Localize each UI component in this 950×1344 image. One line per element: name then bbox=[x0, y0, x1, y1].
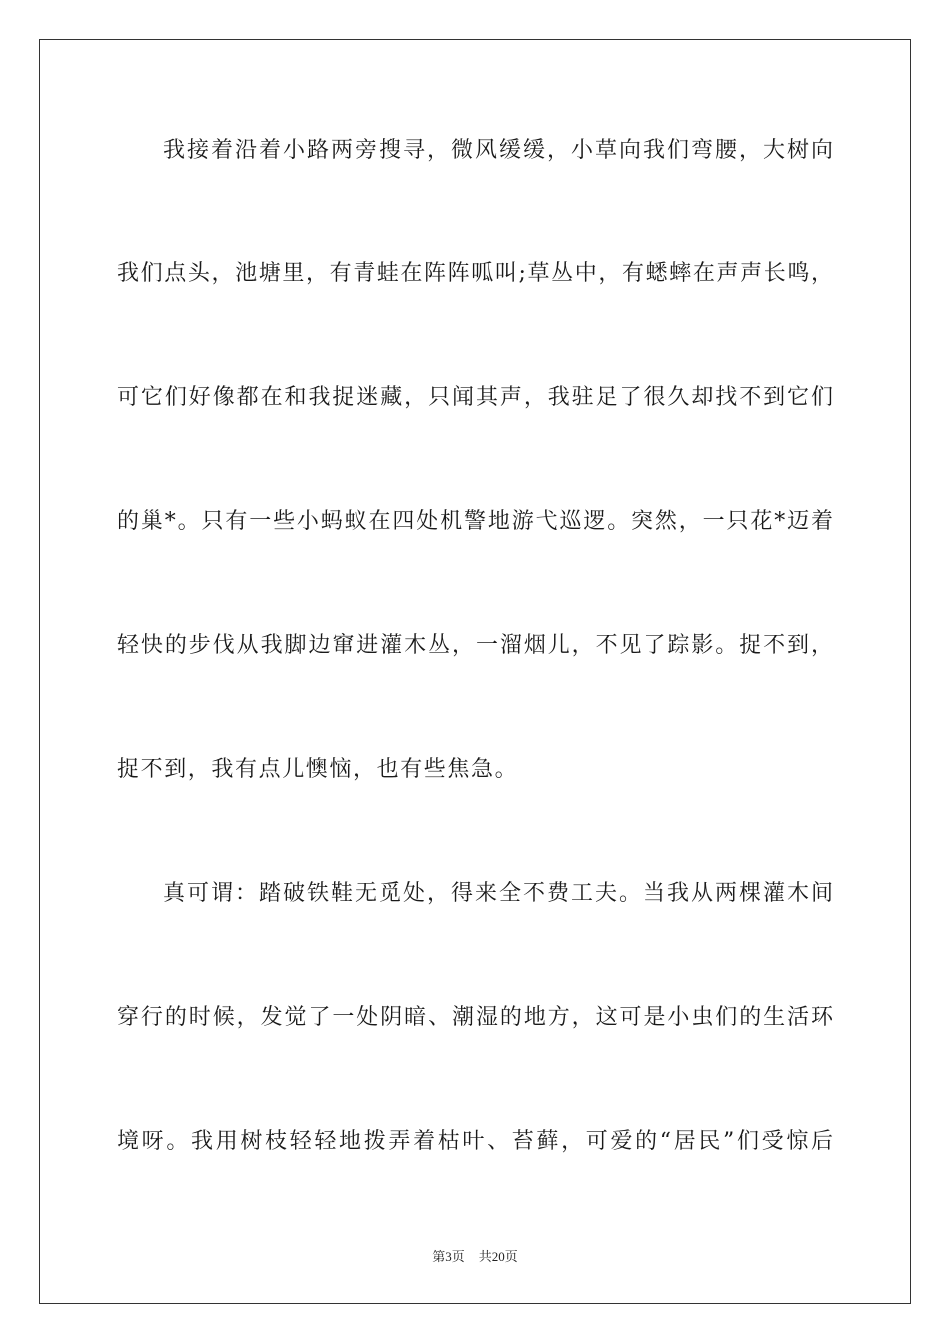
page-number: 第3页 bbox=[432, 1249, 465, 1264]
text-line-1: 我接着沿着小路两旁搜寻，微风缓缓，小草向我们弯腰，大树向 bbox=[163, 138, 833, 163]
page-footer bbox=[0, 1248, 950, 1266]
text-line-9: 境呀。我用树枝轻轻地拨弄着枯叶、苔藓，可爱的“居民”们受惊后 bbox=[117, 1129, 833, 1154]
text-line-7: 真可谓：踏破铁鞋无觅处，得来全不费工夫。当我从两棵灌木间 bbox=[163, 881, 833, 906]
text-line-2: 我们点头，池塘里，有青蛙在阵阵呱叫;草丛中，有蟋蟀在声声长鸣， bbox=[117, 261, 833, 286]
text-line-6: 捉不到，我有点儿懊恼，也有些焦急。 bbox=[117, 757, 519, 782]
text-line-3: 可它们好像都在和我捉迷藏，只闻其声，我驻足了很久却找不到它们 bbox=[117, 385, 833, 410]
page-border bbox=[39, 39, 911, 1304]
page-total: 共20页 bbox=[478, 1249, 518, 1264]
text-line-8: 穿行的时候，发觉了一处阴暗、潮湿的地方，这可是小虫们的生活环 bbox=[117, 1005, 833, 1030]
text-line-4: 的巢*。只有一些小蚂蚁在四处机警地游弋巡逻。突然，一只花*迈着 bbox=[117, 509, 833, 534]
text-line-5: 轻快的步伐从我脚边窜进灌木丛，一溜烟儿，不见了踪影。捉不到， bbox=[117, 633, 833, 658]
